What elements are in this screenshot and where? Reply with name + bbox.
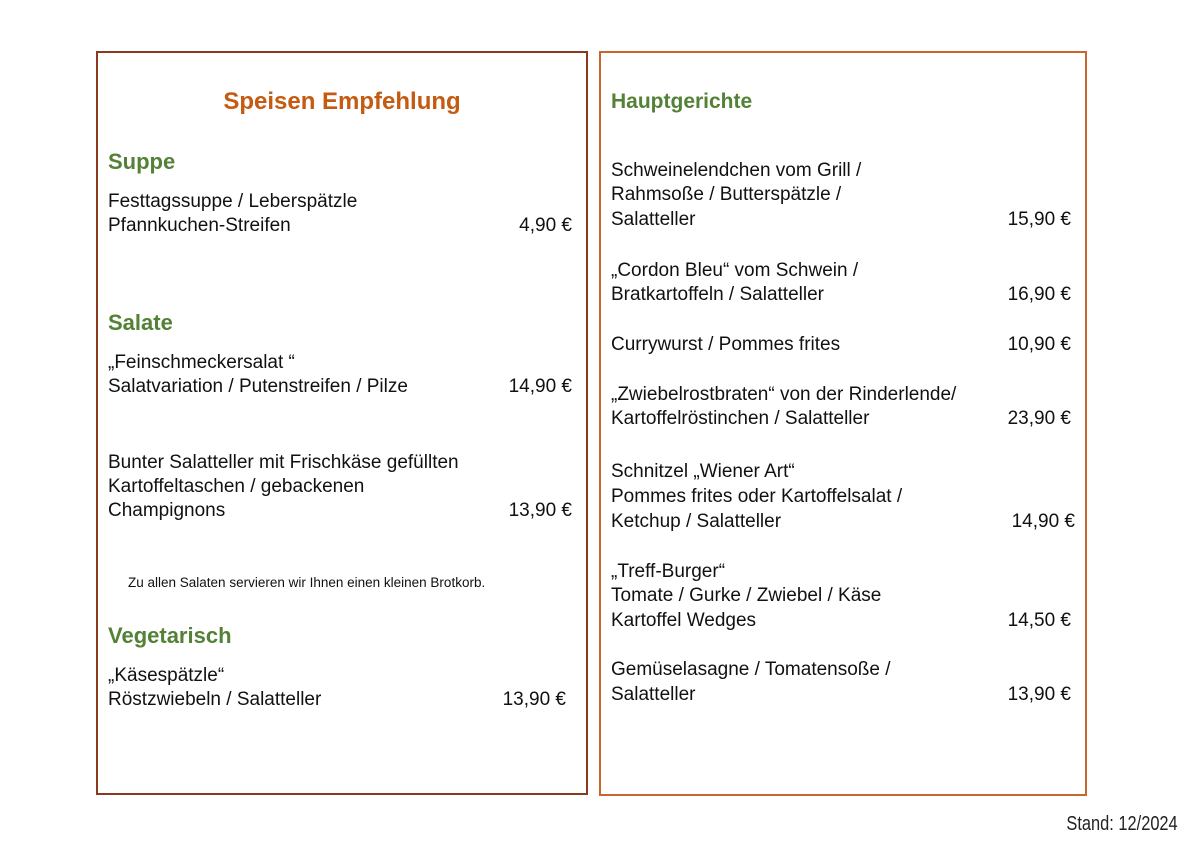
- menu-item-line: Ketchup / Salatteller: [611, 511, 782, 532]
- menu-item-line: Kartoffeltaschen / gebackenen: [108, 476, 365, 497]
- menu-item-line: Salatteller: [611, 209, 696, 230]
- menu-item-line: „Zwiebelrostbraten“ von der Rinderlende/: [611, 384, 957, 405]
- menu-item-line: Röstzwiebeln / Salatteller: [108, 689, 322, 710]
- right-menu-panel: [599, 51, 1087, 796]
- section-heading-salate: Salate: [108, 310, 173, 335]
- menu-item-price: 16,90 €: [1007, 284, 1071, 305]
- menu-item-line: Kartoffelröstinchen / Salatteller: [611, 408, 870, 429]
- menu-item-line: „Cordon Bleu“ vom Schwein /: [611, 260, 859, 281]
- stand-date: Stand: 12/2024: [1066, 813, 1178, 835]
- menu-item-line: Rahmsoße / Butterspätzle /: [611, 184, 842, 205]
- left-menu-panel: [96, 51, 588, 795]
- salate-note: Zu allen Salaten servieren wir Ihnen einen kleinen Brotkorb.: [128, 575, 486, 590]
- menu-item-line: Bratkartoffeln / Salatteller: [611, 284, 824, 305]
- menu-item-line: „Feinschmeckersalat “: [108, 352, 295, 373]
- menu-item-price: 4,90 €: [519, 215, 572, 236]
- section-heading-vegetarisch: Vegetarisch: [108, 623, 232, 648]
- menu-item-line: Schweinelendchen vom Grill /: [611, 160, 862, 181]
- menu-item-line: Kartoffel Wedges: [611, 610, 757, 631]
- menu-item-price: 23,90 €: [1007, 408, 1071, 429]
- menu-item-line: „Treff-Burger“: [611, 561, 726, 582]
- menu-item-line: Pommes frites oder Kartoffelsalat /: [611, 486, 903, 507]
- menu-item-line: Champignons: [108, 500, 226, 521]
- menu-item-line: Salatvariation / Putenstreifen / Pilze: [108, 376, 408, 397]
- menu-item-line: Gemüselasagne / Tomatensoße /: [611, 659, 891, 680]
- section-heading-hauptgerichte: Hauptgerichte: [611, 90, 753, 113]
- menu-item-line: Currywurst / Pommes frites: [611, 334, 841, 355]
- menu-item-price: 13,90 €: [502, 689, 566, 710]
- menu-item-price: 15,90 €: [1007, 209, 1071, 230]
- menu-item-price: 14,90 €: [508, 376, 572, 397]
- menu-item-line: Festtagssuppe / Leberspätzle: [108, 191, 358, 212]
- menu-item-line: Schnitzel „Wiener Art“: [611, 461, 795, 482]
- menu-item-line: Pfannkuchen-Streifen: [108, 215, 291, 236]
- menu-item-price: 13,90 €: [508, 500, 572, 521]
- menu-item-price: 13,90 €: [1007, 684, 1071, 705]
- menu-item-line: Salatteller: [611, 684, 696, 705]
- section-heading-suppe: Suppe: [108, 149, 176, 174]
- menu-item-price: 10,90 €: [1007, 334, 1071, 355]
- menu-item-line: Tomate / Gurke / Zwiebel / Käse: [611, 585, 882, 606]
- menu-item-line: Bunter Salatteller mit Frischkäse gefüllten: [108, 452, 459, 473]
- menu-item-price: 14,50 €: [1007, 610, 1071, 631]
- menu-item-price: 14,90 €: [1011, 511, 1075, 532]
- page-title: Speisen Empfehlung: [223, 88, 461, 115]
- menu-item-line: „Käsespätzle“: [108, 665, 225, 686]
